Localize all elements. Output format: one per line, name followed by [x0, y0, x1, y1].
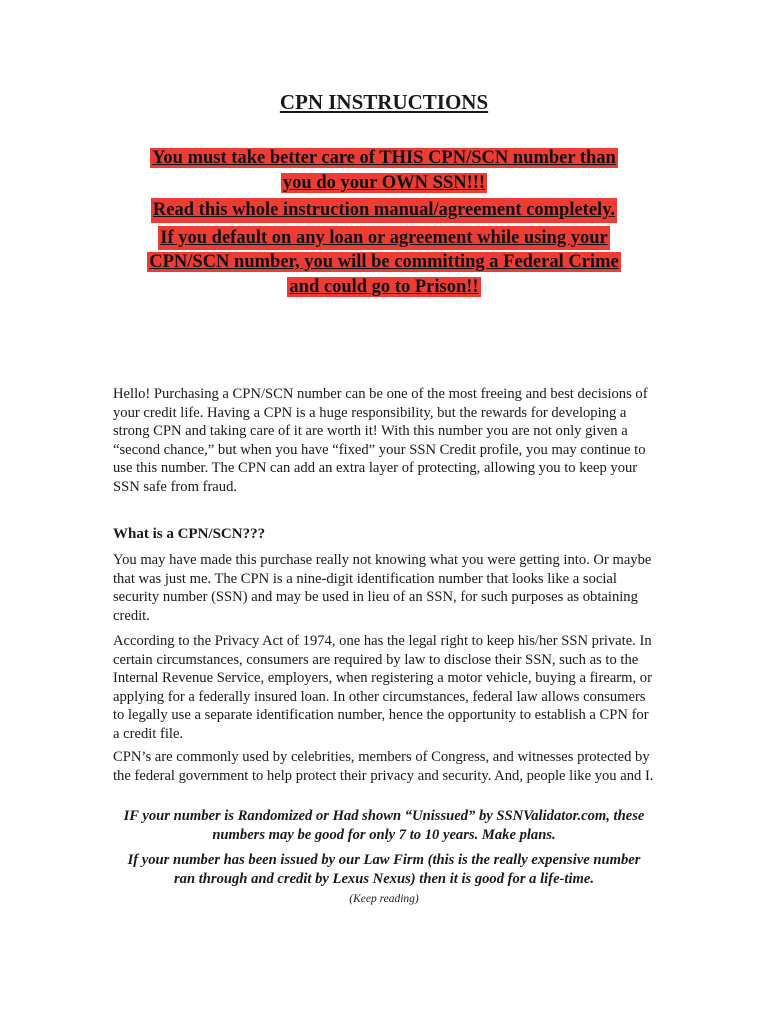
warning-line-2	[100, 171, 668, 196]
note-randomized	[100, 807, 668, 844]
note-law-firm-line-2: ran through and credit by Lexus Nexus) then it is good for a life-time.	[174, 870, 594, 887]
warning-text-2: you do your OWN SSN!!!	[282, 172, 486, 193]
note-law-firm-line-1: If your number has been issued by our Law Firm (this is the really expensive number	[127, 852, 641, 868]
warning-text-3: Read this whole instruction manual/agreement completely.	[151, 198, 617, 223]
warning-line-3	[100, 195, 668, 223]
page-title: CPN INSTRUCTIONS	[279, 90, 489, 114]
warning-block	[100, 146, 668, 299]
body-paragraph-3: CPN’s are commonly used by celebrities, members of Congress, and witnesses protected by the federal government to help protect their privacy and security. And, people like you and I.	[113, 749, 654, 784]
body-paragraph-2: According to the Privacy Act of 1974, one has the legal right to keep his/her SSN private. In certain circumstances, consumers are required by law to disclose their SSN, such as to the Internal Revenue Service, employers, when registering a motor vehicle, buying a firearm, or applying for a federally insured loan. In other circumstances, federal law allows consumers to legally use a separate identification number, hence the opportunity to establish a CPN for a credit file.	[113, 633, 652, 742]
body-paragraph-1: You may have made this purchase really not knowing what you were getting into. Or maybe that was just me. The CPN is a nine-digit identification number that looks like a social security number (SSN) and may be used in lieu of an SSN, for such purposes as obtaining credit.	[113, 552, 652, 624]
warning-text-1: You must take better care of THIS CPN/SCN number than	[152, 148, 616, 168]
warning-text-5: CPN/SCN number, you will be committing a Federal Crime	[149, 252, 619, 272]
intro-paragraph: Hello! Purchasing a CPN/SCN number can be one of the most freeing and best decisions of your credit life. Having a CPN is a huge responsibility, but the rewards for developing a strong CPN and taking care of it are worth it! With this number you are not only given a “second chance,” but when you have “fixed” your SSN Credit profile, you may continue to use this number. The CPN can add an extra layer of protecting, allowing you to keep your SSN safe from fraud.	[113, 386, 648, 495]
note-randomized-line-2: numbers may be good for only 7 to 10 years. Make plans.	[212, 826, 556, 843]
note-randomized-line-1: IF your number is Randomized or Had shown “Unissued” by SSNValidator.com, these	[123, 808, 645, 824]
warning-line-5	[100, 250, 668, 275]
warning-line-6	[100, 275, 668, 300]
warning-text-6: and could go to Prison!!	[289, 276, 479, 297]
warning-line-1	[100, 146, 668, 171]
note-law-firm	[100, 851, 668, 888]
keep-reading: (Keep reading)	[349, 893, 419, 905]
warning-text-4: If you default on any loan or agreement while using your	[158, 226, 609, 251]
section-heading: What is a CPN/SCN???	[113, 526, 266, 542]
warning-line-4	[100, 223, 668, 251]
